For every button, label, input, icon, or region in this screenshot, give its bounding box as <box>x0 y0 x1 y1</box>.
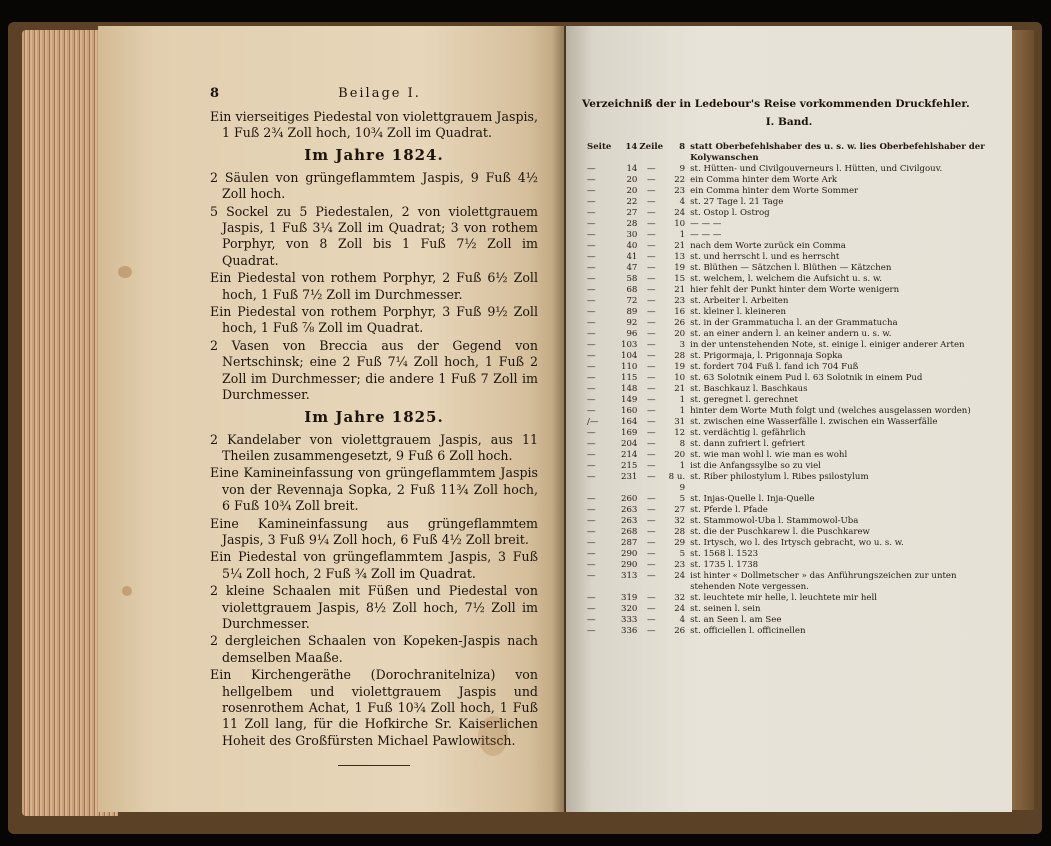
errata-row <box>586 252 992 263</box>
errata-row <box>586 571 992 593</box>
errata-page-cell: 92 <box>626 318 638 328</box>
errata-page-cell: 115 <box>620 373 638 383</box>
errata-line-cell: 32 <box>674 593 686 603</box>
errata-separator-cell: — <box>646 593 656 603</box>
errata-seite-cell: — <box>587 373 596 383</box>
errata-separator-cell: — <box>646 626 656 636</box>
errata-seite-cell: — <box>587 285 596 295</box>
errata-seite-cell: — <box>587 263 596 273</box>
errata-seite-cell: — <box>587 406 596 416</box>
errata-correction-cell: st. wie man wohl l. wie man es wohl <box>690 450 848 460</box>
errata-separator-cell: — <box>646 494 656 504</box>
errata-row <box>586 274 992 285</box>
errata-seite-cell: — <box>587 527 596 537</box>
year-heading: Im Jahre 1825. <box>304 407 444 426</box>
errata-separator-cell: — <box>646 395 656 405</box>
errata-row <box>586 373 992 384</box>
errata-correction-cell: st. an einer andern l. an keiner andern u. s. w. <box>690 329 892 339</box>
errata-row <box>586 538 992 549</box>
errata-separator-cell: — <box>646 571 656 581</box>
errata-table <box>586 142 992 637</box>
errata-separator-cell: — <box>646 318 656 328</box>
errata-line-cell: 28 <box>674 351 686 361</box>
errata-correction-cell: — — — <box>690 219 722 229</box>
errata-correction-cell: — — — <box>690 230 722 240</box>
errata-row <box>586 307 992 318</box>
errata-page-cell: 290 <box>620 560 638 570</box>
errata-page-cell: 204 <box>620 439 638 449</box>
errata-line-cell: 26 <box>674 626 686 636</box>
errata-seite-cell: — <box>587 241 596 251</box>
errata-correction-cell: st. fordert 704 Fuß l. fand ich 704 Fuß <box>690 362 859 372</box>
inventory-entry: 5 Sockel zu 5 Piedestalen, 2 von violettgrauem Jaspis, 1 Fuß 3¼ Zoll im Quadrat; 3 von rothem Porphyr, von 8 Zoll bis 1 Fuß 7½ Zoll im Quadrat. <box>210 203 538 268</box>
errata-page-cell: 263 <box>620 516 638 526</box>
errata-separator-cell: — <box>646 428 656 438</box>
errata-row <box>586 351 992 362</box>
errata-separator-cell: — <box>646 208 656 218</box>
errata-correction-cell: st. die der Puschkarew l. die Puschkarew <box>690 527 870 537</box>
inventory-entry: 2 dergleichen Schaalen von Kopeken-Jaspis nach demselben Maaße. <box>210 633 538 665</box>
errata-correction-cell: st. 1735 l. 1738 <box>690 560 759 570</box>
errata-seite-cell: — <box>587 164 596 174</box>
errata-row <box>586 560 992 571</box>
errata-page-cell: 20 <box>626 175 638 185</box>
errata-line-cell: 27 <box>674 505 686 515</box>
errata-separator-cell: — <box>646 505 656 515</box>
errata-row <box>586 527 992 538</box>
errata-row <box>586 175 992 186</box>
inventory-entry: 2 kleine Schaalen mit Füßen und Piedestal von violettgrauem Jaspis, 8½ Zoll hoch, 7½ Zoll im Durchmesser. <box>210 583 538 631</box>
errata-correction-cell: st. geregnet l. gerechnet <box>690 395 798 405</box>
errata-line-cell: 3 <box>679 340 686 350</box>
errata-correction-cell: st. Ostop l. Ostrog <box>690 208 770 218</box>
errata-page-cell: 68 <box>626 285 638 295</box>
errata-correction-cell: st. Injas-Quelle l. Inja-Quelle <box>690 494 815 504</box>
errata-separator-cell: — <box>646 230 656 240</box>
foxing-spot <box>478 716 508 756</box>
errata-row <box>586 439 992 450</box>
errata-row <box>586 549 992 560</box>
first-correction-text: statt Oberbefehlshaber des u. s. w. lies Oberbefehlshaber der Kolywanschen <box>690 142 985 163</box>
errata-separator-cell: — <box>646 549 656 559</box>
errata-seite-cell: — <box>587 296 596 306</box>
errata-separator-cell: — <box>646 197 656 207</box>
errata-correction-cell: st. Pferde l. Pfade <box>690 505 768 515</box>
errata-separator-cell: — <box>646 450 656 460</box>
column-header-zeile: Zeile <box>639 142 664 152</box>
errata-separator-cell: — <box>646 560 656 570</box>
errata-separator-cell: — <box>646 296 656 306</box>
errata-line-cell: 23 <box>674 186 686 196</box>
errata-correction-cell: st. welchem, l. welchem die Aufsicht u. s. w. <box>690 274 883 284</box>
errata-seite-cell: — <box>587 395 596 405</box>
errata-seite-cell: /— <box>587 417 599 427</box>
errata-page-cell: 72 <box>626 296 638 306</box>
errata-page-cell: 169 <box>620 428 638 438</box>
errata-page-cell: 214 <box>620 450 638 460</box>
errata-page-cell: 333 <box>620 615 638 625</box>
errata-separator-cell: — <box>646 219 656 229</box>
errata-line-cell: 21 <box>674 285 686 295</box>
errata-correction-cell: st. Blüthen — Sätzchen l. Blüthen — Kätzchen <box>690 263 892 273</box>
errata-correction-cell: st. und herrscht l. und es herrscht <box>690 252 840 262</box>
errata-correction-cell: in der untenstehenden Note, st. einige l. einiger anderer Arten <box>690 340 965 350</box>
errata-seite-cell: — <box>587 384 596 394</box>
errata-correction-cell: st. Arbeiter l. Arbeiten <box>690 296 789 306</box>
errata-seite-cell: — <box>587 175 596 185</box>
errata-separator-cell: — <box>646 384 656 394</box>
errata-separator-cell: — <box>646 285 656 295</box>
errata-correction-cell: st. Irtysch, wo l. des Irtysch gebracht, wo u. s. w. <box>690 538 904 548</box>
errata-separator-cell: — <box>646 164 656 174</box>
errata-seite-cell: — <box>587 329 596 339</box>
errata-seite-cell: — <box>587 252 596 262</box>
errata-page-cell: 320 <box>620 604 638 614</box>
errata-line-cell: 10 <box>674 219 686 229</box>
errata-seite-cell: — <box>587 340 596 350</box>
section-1825 <box>210 408 538 750</box>
section-1824 <box>210 146 538 404</box>
errata-page-cell: 40 <box>626 241 638 251</box>
errata-correction-cell: st. Riber philostylum l. Ribes psilostylum <box>690 472 869 482</box>
errata-row <box>586 417 992 428</box>
errata-correction-cell: st. 27 Tage l. 21 Tage <box>690 197 784 207</box>
errata-line-cell: 21 <box>674 241 686 251</box>
errata-page-cell: 313 <box>620 571 638 581</box>
errata-line-cell: 5 <box>679 549 686 559</box>
errata-seite-cell: — <box>587 351 596 361</box>
errata-seite-cell: — <box>587 307 596 317</box>
intro-entry: Ein vierseitiges Piedestal von violettgrauem Jaspis, 1 Fuß 2¾ Zoll hoch, 10¾ Zoll im Quadrat. <box>210 109 538 141</box>
errata-seite-cell: — <box>587 494 596 504</box>
errata-row <box>586 186 992 197</box>
errata-separator-cell: — <box>646 263 656 273</box>
errata-separator-cell: — <box>646 351 656 361</box>
errata-page-cell: 47 <box>626 263 638 273</box>
errata-page-cell: 20 <box>626 186 638 196</box>
inventory-entry: Ein Kirchengeräthe (Dorochranitelniza) von hellgelbem und violettgrauem Jaspis und rosenrothem Achat, 1 Fuß 10¾ Zoll hoch, 1 Fuß 11 Zoll lang, für die Hofkirche Sr. Kaiserlichen Hoheit des Großfürsten Michael Pawlowitsch. <box>210 667 538 748</box>
errata-row <box>586 329 992 340</box>
errata-correction-cell: st. officiellen l. officinellen <box>690 626 806 636</box>
errata-page-cell: 268 <box>620 527 638 537</box>
errata-row <box>586 263 992 274</box>
errata-row <box>586 428 992 439</box>
errata-separator-cell: — <box>646 340 656 350</box>
errata-separator-cell: — <box>646 362 656 372</box>
errata-correction-cell: st. seinen l. sein <box>690 604 761 614</box>
errata-separator-cell: — <box>646 252 656 262</box>
errata-line-cell: 1 <box>679 406 686 416</box>
errata-row <box>586 340 992 351</box>
errata-row <box>586 219 992 230</box>
errata-line-cell: 10 <box>674 373 686 383</box>
errata-seite-cell: — <box>587 549 596 559</box>
errata-row <box>586 593 992 604</box>
column-header-line: 8 <box>679 142 686 152</box>
page-number: 8 <box>210 86 222 101</box>
foxing-spot <box>122 586 132 596</box>
errata-seite-cell: — <box>587 428 596 438</box>
errata-line-cell: 31 <box>674 417 686 427</box>
errata-line-cell: 13 <box>674 252 686 262</box>
errata-seite-cell: — <box>587 274 596 284</box>
errata-correction-cell: ein Comma hinter dem Worte Sommer <box>690 186 859 196</box>
errata-line-cell: 15 <box>674 274 686 284</box>
errata-seite-cell: — <box>587 362 596 372</box>
errata-line-cell: 23 <box>674 560 686 570</box>
errata-line-cell: 5 <box>679 494 686 504</box>
errata-correction-cell: ist hinter « Dollmetscher » das Anführungszeichen zur unten stehenden Note vergessen. <box>690 571 957 592</box>
running-title: Beilage I. <box>338 86 421 101</box>
errata-row <box>586 296 992 307</box>
errata-row <box>586 230 992 241</box>
errata-page-cell: 149 <box>620 395 638 405</box>
errata-seite-cell: — <box>587 472 596 482</box>
errata-separator-cell: — <box>646 329 656 339</box>
left-page-header <box>210 86 538 101</box>
errata-row <box>586 516 992 527</box>
errata-correction-cell: st. Baschkauz l. Baschkaus <box>690 384 808 394</box>
inventory-entry: 2 Säulen von grüngeflammtem Jaspis, 9 Fuß 4½ Zoll hoch. <box>210 169 538 202</box>
errata-page-cell: 104 <box>620 351 638 361</box>
errata-page-cell: 260 <box>620 494 638 504</box>
errata-correction-cell: st. dann zufriert l. gefriert <box>690 439 805 449</box>
errata-seite-cell: — <box>587 439 596 449</box>
column-header-seite: Seite <box>587 142 612 152</box>
errata-seite-cell: — <box>587 560 596 570</box>
errata-row <box>586 494 992 505</box>
errata-separator-cell: — <box>646 615 656 625</box>
errata-page-cell: 110 <box>620 362 638 372</box>
left-page <box>98 26 564 812</box>
errata-seite-cell: — <box>587 230 596 240</box>
closing-rule <box>338 765 410 766</box>
errata-correction-cell: ist die Anfangssylbe so zu viel <box>690 461 821 471</box>
errata-line-cell: 23 <box>674 296 686 306</box>
errata-correction-cell: st. zwischen eine Wasserfälle l. zwischen ein Wasserfälle <box>690 417 938 427</box>
errata-line-cell: 8 u. 9 <box>668 472 686 493</box>
errata-page-cell: 103 <box>620 340 638 350</box>
errata-separator-cell: — <box>646 274 656 284</box>
foxing-spot <box>118 266 132 278</box>
errata-seite-cell: — <box>587 186 596 196</box>
errata-page-cell: 215 <box>620 461 638 471</box>
errata-seite-cell: — <box>587 538 596 548</box>
errata-correction-cell: nach dem Worte zurück ein Comma <box>690 241 846 251</box>
errata-seite-cell: — <box>587 516 596 526</box>
errata-seite-cell: — <box>587 461 596 471</box>
errata-row <box>586 472 992 494</box>
errata-page-cell: 164 <box>620 417 638 427</box>
errata-line-cell: 26 <box>674 318 686 328</box>
errata-row <box>586 164 992 175</box>
errata-line-cell: 28 <box>674 527 686 537</box>
errata-page-cell: 30 <box>626 230 638 240</box>
errata-page-cell: 287 <box>620 538 638 548</box>
errata-row <box>586 362 992 373</box>
errata-line-cell: 20 <box>674 450 686 460</box>
right-page-edges <box>1012 30 1034 810</box>
errata-line-cell: 24 <box>674 604 686 614</box>
errata-line-cell: 24 <box>674 571 686 581</box>
errata-page-cell: 263 <box>620 505 638 515</box>
errata-page-cell: 336 <box>620 626 638 636</box>
errata-row <box>586 461 992 472</box>
errata-seite-cell: — <box>587 593 596 603</box>
errata-seite-cell: — <box>587 626 596 636</box>
errata-separator-cell: — <box>646 604 656 614</box>
errata-seite-cell: — <box>587 571 596 581</box>
errata-separator-cell: — <box>646 472 656 482</box>
errata-page-cell: 89 <box>626 307 638 317</box>
errata-line-cell: 1 <box>679 395 686 405</box>
errata-seite-cell: — <box>587 197 596 207</box>
errata-row <box>586 615 992 626</box>
errata-separator-cell: — <box>646 461 656 471</box>
errata-separator-cell: — <box>646 417 656 427</box>
errata-line-cell: 20 <box>674 329 686 339</box>
errata-row <box>586 384 992 395</box>
errata-correction-cell: st. in der Grammatucha l. an der Grammatucha <box>690 318 898 328</box>
errata-separator-cell: — <box>646 406 656 416</box>
volume-heading: I. Band. <box>765 116 813 128</box>
errata-page-cell: 27 <box>626 208 638 218</box>
inventory-entry: Ein Piedestal von rothem Porphyr, 2 Fuß 6½ Zoll hoch, 1 Fuß 7½ Zoll im Durchmesser. <box>210 270 538 302</box>
errata-separator-cell: — <box>646 175 656 185</box>
errata-line-cell: 32 <box>674 516 686 526</box>
errata-page-cell: 58 <box>626 274 638 284</box>
errata-correction-cell: st. verdächtig l. gefährlich <box>690 428 806 438</box>
errata-page-cell: 96 <box>626 329 638 339</box>
errata-page-cell: 41 <box>626 252 638 262</box>
errata-page-cell: 22 <box>626 197 638 207</box>
year-heading: Im Jahre 1824. <box>304 145 444 164</box>
errata-line-cell: 12 <box>674 428 686 438</box>
errata-line-cell: 4 <box>679 615 686 625</box>
errata-separator-cell: — <box>646 538 656 548</box>
errata-separator-cell: — <box>646 439 656 449</box>
errata-line-cell: 24 <box>674 208 686 218</box>
errata-separator-cell: — <box>646 186 656 196</box>
errata-separator-cell: — <box>646 241 656 251</box>
errata-line-cell: 1 <box>679 230 686 240</box>
errata-line-cell: 29 <box>674 538 686 548</box>
errata-correction-cell: st. Prigormaja, l. Prigonnaja Sopka <box>690 351 843 361</box>
errata-seite-cell: — <box>587 615 596 625</box>
errata-row <box>586 450 992 461</box>
errata-line-cell: 19 <box>674 362 686 372</box>
errata-correction-cell: ein Comma hinter dem Worte Ark <box>690 175 838 185</box>
errata-correction-cell: st. leuchtete mir helle, l. leuchtete mir hell <box>690 593 877 603</box>
errata-row <box>586 626 992 637</box>
errata-correction-cell: st. an Seen l. am See <box>690 615 782 625</box>
errata-seite-cell: — <box>587 219 596 229</box>
errata-row <box>586 406 992 417</box>
inventory-entry: Ein Piedestal von grüngeflammtem Jaspis, 3 Fuß 5¼ Zoll hoch, 2 Fuß ¾ Zoll im Quadrat. <box>210 549 538 581</box>
errata-correction-cell: st. 63 Solotnik einem Pud l. 63 Solotnik in einem Pud <box>690 373 923 383</box>
inventory-entry: Eine Kamineinfassung von grüngeflammtem Jaspis von der Revennaja Sopka, 2 Fuß 11¾ Zoll hoch, 6 Fuß 10¾ Zoll breit. <box>210 465 538 514</box>
inventory-entry: Eine Kamineinfassung aus grüngeflammtem Jaspis, 3 Fuß 9¼ Zoll hoch, 6 Fuß 4½ Zoll breit. <box>210 515 538 547</box>
errata-separator-cell: — <box>646 373 656 383</box>
errata-row <box>586 197 992 208</box>
errata-separator-cell: — <box>646 307 656 317</box>
errata-seite-cell: — <box>587 208 596 218</box>
errata-correction-cell: st. kleiner l. kleineren <box>690 307 787 317</box>
errata-row <box>586 318 992 329</box>
errata-line-cell: 16 <box>674 307 686 317</box>
errata-correction-cell: hinter dem Worte Muth folgt und (welches ausgelassen worden) <box>690 406 971 416</box>
column-header-page: 14 <box>625 142 638 152</box>
errata-correction-cell: st. 1568 l. 1523 <box>690 549 759 559</box>
errata-line-cell: 1 <box>679 461 686 471</box>
errata-seite-cell: — <box>587 505 596 515</box>
errata-row <box>586 395 992 406</box>
errata-page-cell: 319 <box>620 593 638 603</box>
errata-separator-cell: — <box>646 527 656 537</box>
errata-header-row <box>586 142 992 164</box>
errata-body <box>586 164 992 637</box>
errata-seite-cell: — <box>587 450 596 460</box>
errata-row <box>586 604 992 615</box>
errata-seite-cell: — <box>587 604 596 614</box>
errata-page-cell: 290 <box>620 549 638 559</box>
errata-row <box>586 505 992 516</box>
errata-correction-cell: hier fehlt der Punkt hinter dem Worte wenigern <box>690 285 900 295</box>
errata-row <box>586 241 992 252</box>
errata-separator-cell: — <box>646 516 656 526</box>
errata-line-cell: 8 <box>679 439 686 449</box>
errata-title: Verzeichniß der in Ledebour's Reise vorkommenden Druckfehler. <box>582 98 970 110</box>
inventory-entry: 2 Vasen von Breccia aus der Gegend von Nertschinsk; eine 2 Fuß 7¼ Zoll hoch, 1 Fuß 2 Zoll im Durchmesser; die andere 1 Fuß 7 Zoll im Durchmesser. <box>210 337 538 403</box>
errata-row <box>586 285 992 296</box>
errata-correction-cell: st. Hütten- und Civilgouverneurs l. Hütten, und Civilgouv. <box>690 164 943 174</box>
errata-line-cell: 9 <box>679 164 686 174</box>
errata-page-cell: 160 <box>620 406 638 416</box>
inventory-entry: Ein Piedestal von rothem Porphyr, 3 Fuß 9½ Zoll hoch, 1 Fuß ⅞ Zoll im Quadrat. <box>210 304 538 336</box>
inventory-entry: 2 Kandelaber von violettgrauem Jaspis, aus 11 Theilen zusammengesetzt, 9 Fuß 6 Zoll hoch. <box>210 431 538 463</box>
errata-page-cell: 148 <box>620 384 638 394</box>
errata-line-cell: 4 <box>679 197 686 207</box>
errata-line-cell: 21 <box>674 384 686 394</box>
errata-row <box>586 208 992 219</box>
errata-page-cell: 14 <box>626 164 638 174</box>
errata-line-cell: 19 <box>674 263 686 273</box>
errata-page-cell: 231 <box>620 472 638 482</box>
errata-seite-cell: — <box>587 318 596 328</box>
right-page <box>566 26 1012 812</box>
errata-correction-cell: st. Stammowol-Uba l. Stammowol-Uba <box>690 516 859 526</box>
errata-page-cell: 28 <box>626 219 638 229</box>
errata-line-cell: 22 <box>674 175 686 185</box>
